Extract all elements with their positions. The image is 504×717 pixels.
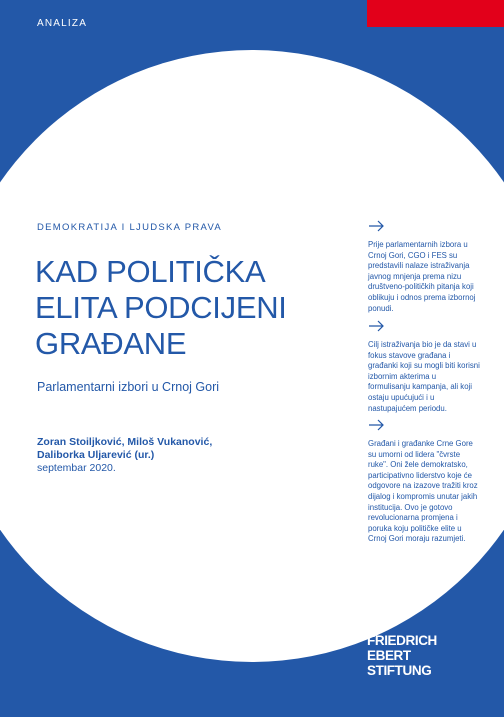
arrow-right-icon	[369, 320, 385, 332]
subtitle: Parlamentarni izbori u Crnoj Gori	[37, 380, 220, 394]
page-title	[35, 254, 287, 362]
summary-block	[368, 220, 480, 314]
accent-bar	[367, 0, 504, 27]
logo-line: FRIEDRICH	[367, 633, 437, 648]
author-line: Daliborka Uljarević (ur.)	[37, 449, 155, 461]
summary-text: Građani i građanke Crne Gore su umorni od lidera "čvrste ruke". Oni žele demokratsko, participativno liderstvo koje će odgovore na izazove tražiti kroz dijalog i kompromis unutar jakih institucija. Ovo je gotovo revolucionarna promjena i poruka koju političke elite u Crnoj Gori moraju razumjeti.	[368, 439, 478, 544]
summary-text: Cilj istraživanja bio je da stavi u fokus stavove građana i građanki koji su mogli biti korisni izbornim akterima u formulisanju kampanja, ali koji ostaju upućujući i u nastupajućem periodu.	[368, 340, 480, 413]
logo-line: STIFTUNG	[367, 663, 432, 678]
summary-block	[368, 419, 480, 545]
title-line: GRAĐANE	[35, 326, 187, 361]
fes-logo	[367, 633, 437, 678]
summary-text: Prije parlamentarnih izbora u Crnoj Gori, CGO i FES su predstavili nalaze istraživanja javnog mnjenja prema nizu društveno-političkih pitanja koji oblikuju i odnos prema izbornoj ponudi.	[368, 240, 476, 313]
publication-date: septembar 2020.	[37, 462, 116, 474]
arrow-right-icon	[369, 419, 385, 431]
title-line: ELITA PODCIJENI	[35, 290, 287, 325]
logo-line: EBERT	[367, 648, 411, 663]
author-names	[37, 436, 212, 461]
arrow-right-icon	[369, 220, 385, 232]
summary-block	[368, 320, 480, 414]
authors-block	[37, 436, 247, 475]
category-label: DEMOKRATIJA I LJUDSKA PRAVA	[37, 222, 223, 233]
author-line: Zoran Stoiljković, Miloš Vukanović,	[37, 436, 213, 448]
series-label: ANALIZA	[37, 18, 88, 29]
title-line: KAD POLITIČKA	[35, 254, 266, 289]
